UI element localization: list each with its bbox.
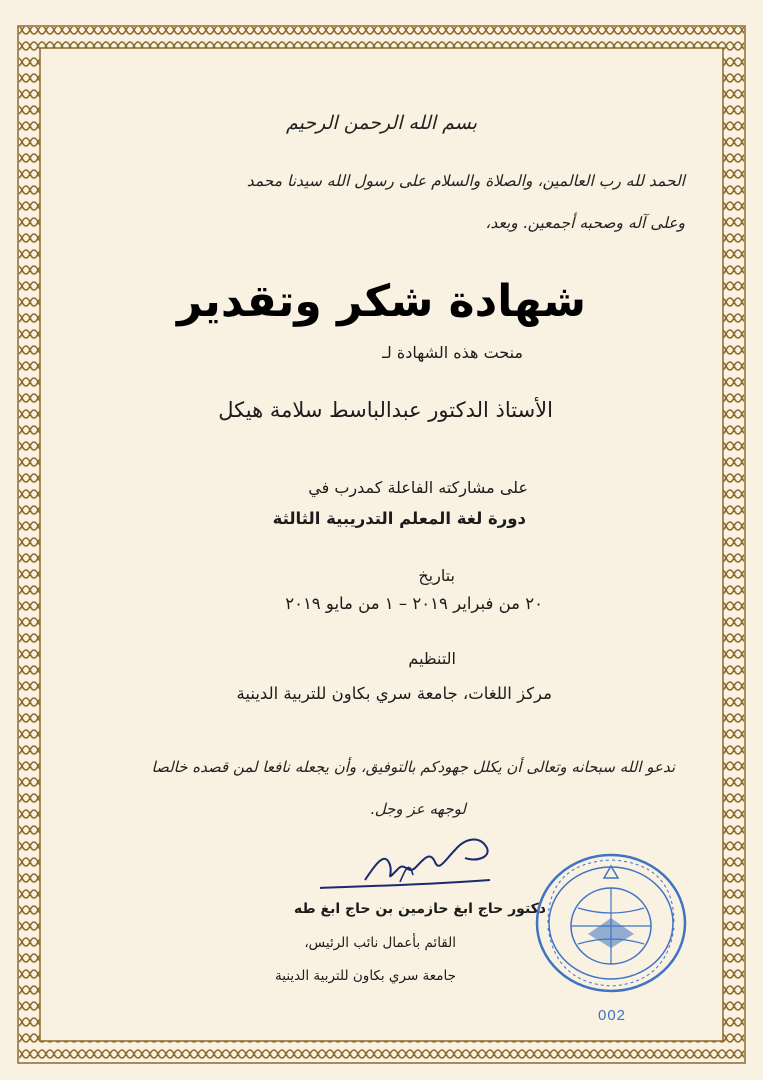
prayer-line-2: لوجهه عز وجل. — [370, 800, 466, 818]
prayer-line-1: ندعو الله سبحانه وتعالى أن يكلل جهودكم بالتوفيق، وأن يجعله نافعا لمن قصده خالصا — [151, 758, 675, 776]
signature — [305, 830, 505, 900]
university-stamp — [526, 848, 696, 998]
date-label: بتاريخ — [418, 566, 455, 585]
praise-line-2: وعلى آله وصحبه أجمعين. وبعد، — [485, 214, 685, 232]
basmala: بسم الله الرحمن الرحيم — [286, 112, 477, 134]
date-range: ٢٠ من فبراير ٢٠١٩ – ١ من مايو ٢٠١٩ — [285, 594, 543, 613]
signer-institution: جامعة سري بكاون للتربية الدينية — [275, 968, 456, 984]
granted-to-label: منحت هذه الشهادة لـ — [382, 343, 523, 362]
participation-label: على مشاركته الفاعلة كمدرب في — [308, 478, 528, 497]
certificate-title: شهادة شكر وتقدير — [176, 276, 587, 327]
stamp-number: 002 — [598, 1007, 627, 1024]
signer-name: دكتور حاج ابغ حازمين بن حاج ابغ طه — [293, 901, 546, 917]
organizer-label: التنظيم — [408, 649, 456, 668]
recipient-name: الأستاذ الدكتور عبدالباسط سلامة هيكل — [218, 398, 553, 422]
praise-line-1: الحمد لله رب العالمين، والصلاة والسلام على رسول الله سيدنا محمد — [246, 172, 685, 190]
organizer-name: مركز اللغات، جامعة سري بكاون للتربية الدينية — [236, 684, 552, 703]
course-name: دورة لغة المعلم التدريبية الثالثة — [272, 509, 526, 528]
signer-role: القائم بأعمال نائب الرئيس، — [304, 935, 456, 951]
